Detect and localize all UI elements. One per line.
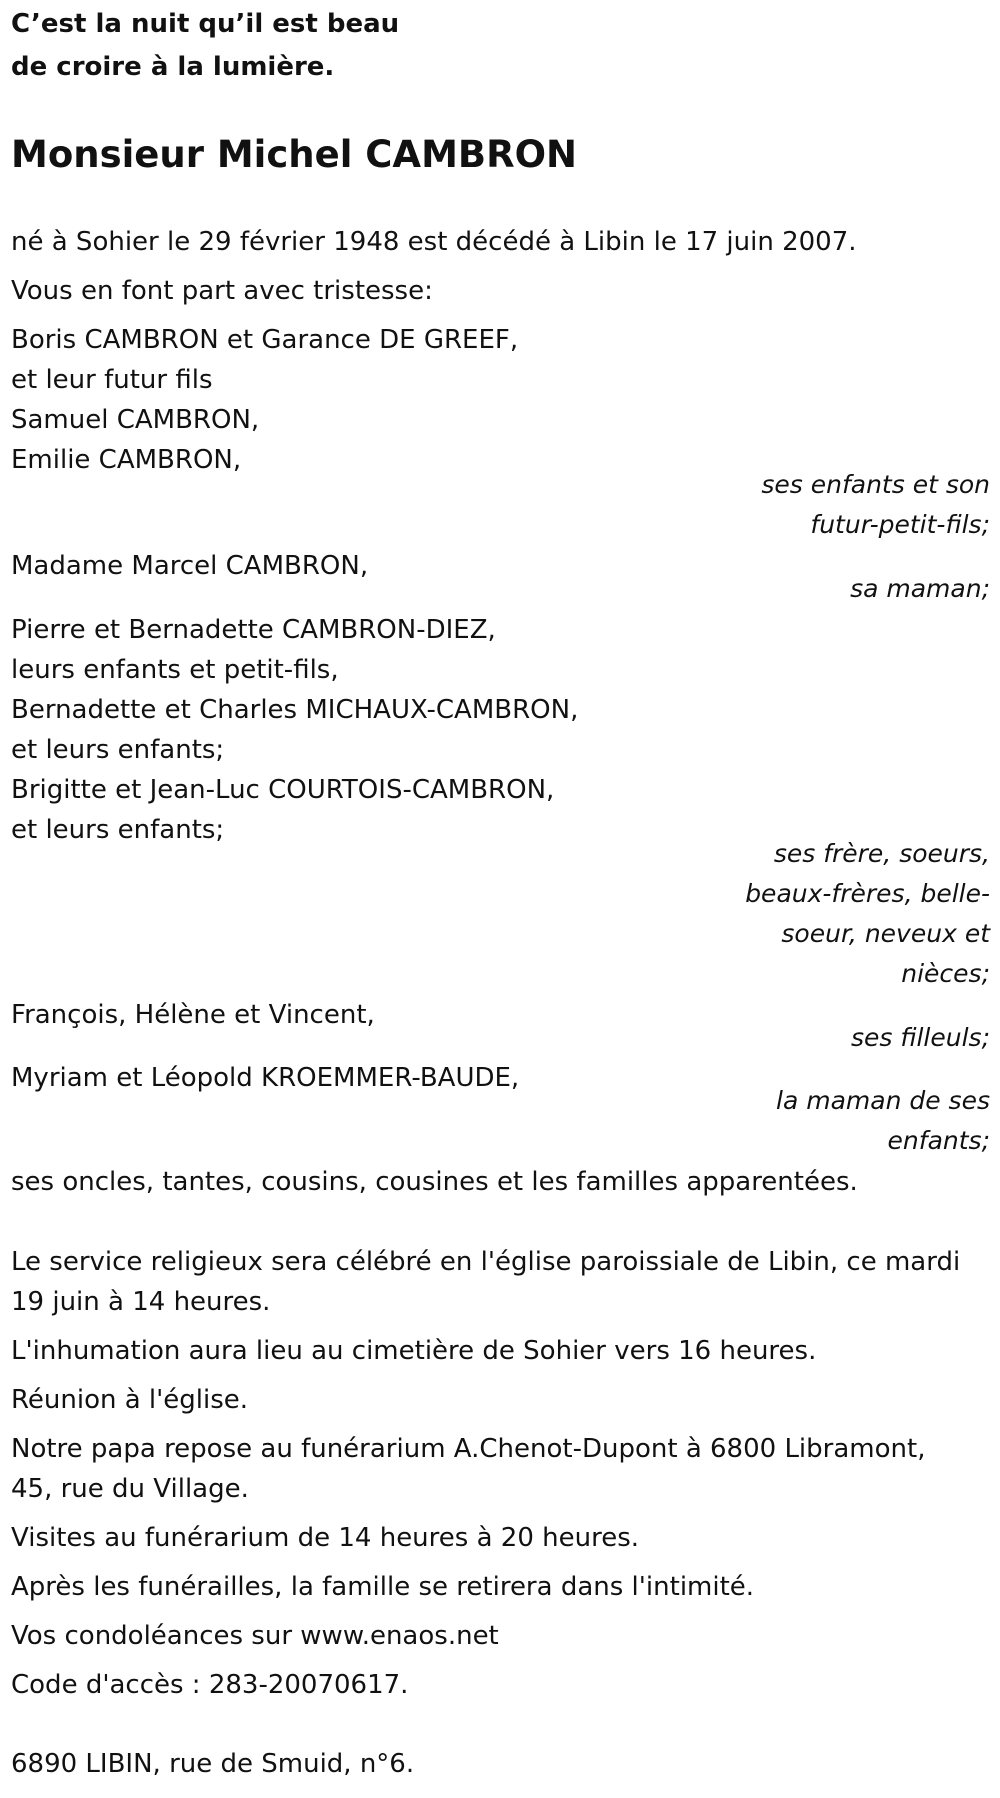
siblings-line-4: et leurs enfants; (11, 735, 225, 765)
access-code-line: Code d'accès : 283-20070617. (11, 1670, 409, 1700)
children-mother-relation-line-2: enfants; (887, 1126, 990, 1155)
deceased-name: Monsieur Michel CAMBRON (11, 133, 578, 176)
siblings-line-6: et leurs enfants; (11, 815, 225, 845)
mother-relation: sa maman; (850, 574, 990, 603)
mother-line: Madame Marcel CAMBRON, (11, 551, 369, 581)
godchildren-line: François, Hélène et Vincent, (11, 1000, 375, 1030)
children-mother-line: Myriam et Léopold KROEMMER-BAUDE, (11, 1063, 520, 1093)
motto-line-1: C’est la nuit qu’il est beau (11, 9, 400, 39)
service-line-1: Le service religieux sera célébré en l'église paroissiale de Libin, ce mardi (11, 1247, 961, 1277)
children-mother-relation-line-1: la maman de ses (776, 1086, 990, 1115)
children-line-4: Emilie CAMBRON, (11, 445, 242, 475)
children-line-3: Samuel CAMBRON, (11, 405, 260, 435)
announcement-intro: Vous en font part avec tristesse: (11, 276, 433, 306)
siblings-relation-line-3: soeur, neveux et (781, 919, 990, 948)
extended-family-line: ses oncles, tantes, cousins, cousines et les familles apparentées. (11, 1167, 858, 1197)
siblings-line-3: Bernadette et Charles MICHAUX-CAMBRON, (11, 695, 579, 725)
after-funeral-line: Après les funérailles, la famille se retirera dans l'intimité. (11, 1572, 755, 1602)
birth-death-line: né à Sohier le 29 février 1948 est décédé à Libin le 17 juin 2007. (11, 227, 857, 257)
siblings-line-5: Brigitte et Jean-Luc COURTOIS-CAMBRON, (11, 775, 555, 805)
motto-line-2: de croire à la lumière. (11, 52, 335, 82)
siblings-relation-line-1: ses frère, soeurs, (773, 839, 990, 868)
service-line-2: 19 juin à 14 heures. (11, 1287, 271, 1317)
children-line-2: et leur futur fils (11, 365, 213, 395)
visits-line: Visites au funérarium de 14 heures à 20 heures. (11, 1523, 640, 1553)
children-relation-line-1: ses enfants et son (761, 470, 990, 499)
children-relation-line-2: futur-petit-fils; (810, 510, 990, 539)
condolences-line: Vos condoléances sur www.enaos.net (11, 1621, 499, 1651)
funeral-home-line-1: Notre papa repose au funérarium A.Chenot-Dupont à 6800 Libramont, (11, 1434, 926, 1464)
siblings-relation-line-2: beaux-frères, belle- (745, 879, 990, 908)
meeting-line: Réunion à l'église. (11, 1385, 249, 1415)
funeral-home-line-2: 45, rue du Village. (11, 1474, 249, 1504)
siblings-relation-line-4: nièces; (901, 959, 990, 988)
burial-line: L'inhumation aura lieu au cimetière de Sohier vers 16 heures. (11, 1336, 817, 1366)
siblings-line-1: Pierre et Bernadette CAMBRON-DIEZ, (11, 615, 496, 645)
siblings-line-2: leurs enfants et petit-fils, (11, 655, 339, 685)
children-line-1: Boris CAMBRON et Garance DE GREEF, (11, 325, 519, 355)
address-line: 6890 LIBIN, rue de Smuid, n°6. (11, 1749, 415, 1779)
godchildren-relation: ses filleuls; (850, 1023, 990, 1052)
